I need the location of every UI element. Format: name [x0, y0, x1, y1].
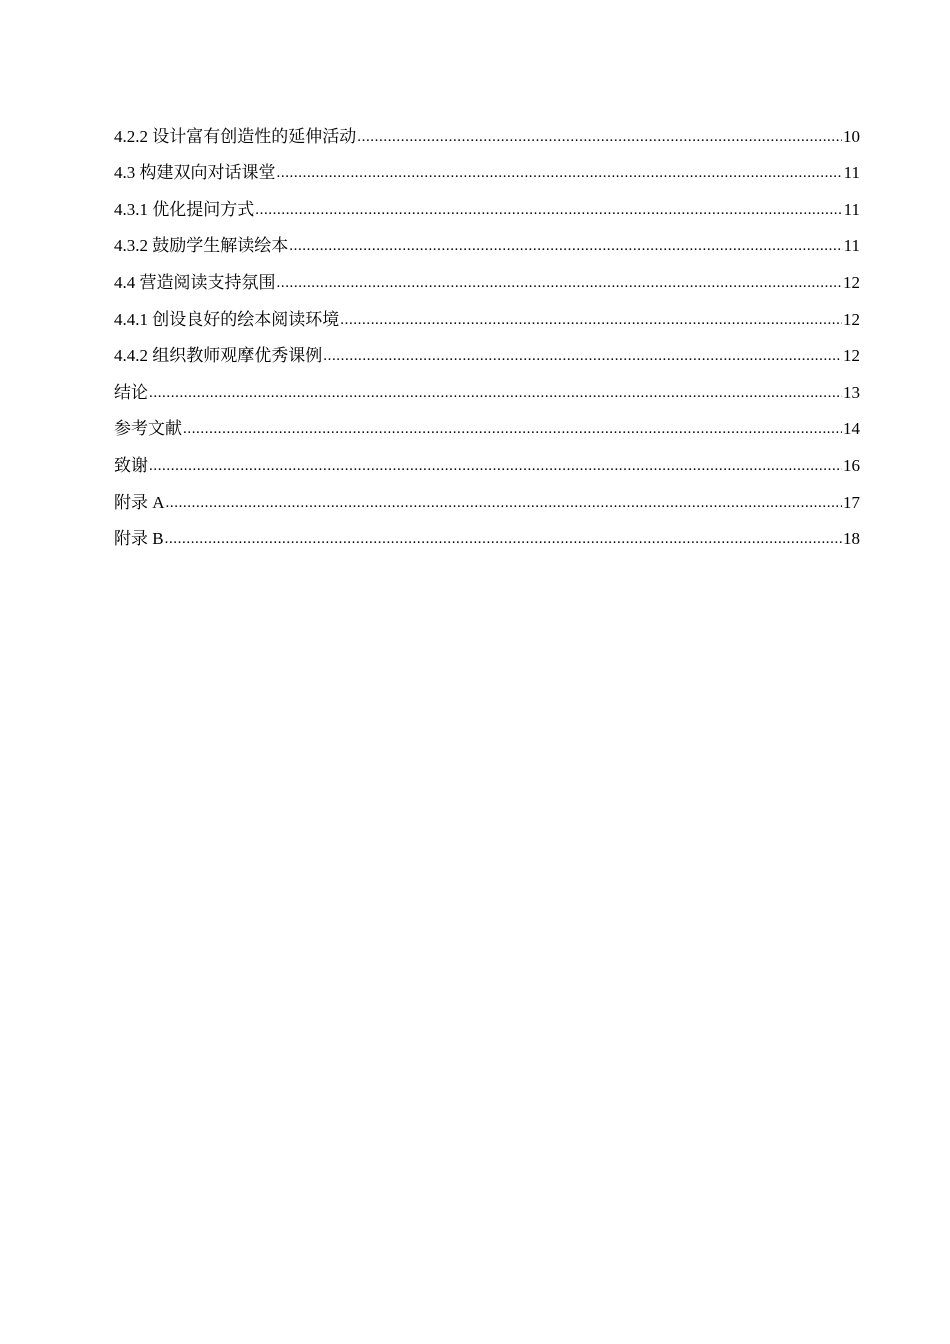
toc-entry-4-3-1[interactable] — [114, 187, 860, 224]
toc-entry-4-4[interactable] — [114, 260, 860, 297]
toc-entry-4-3[interactable] — [114, 151, 860, 188]
toc-entry-4-3-2[interactable] — [114, 224, 860, 261]
toc-entry-title: 4.2.2 设计富有创造性的延伸活动 — [114, 126, 357, 146]
table-of-contents — [114, 114, 860, 553]
toc-entry-page: 12 — [843, 346, 860, 366]
toc-entry-title: 4.4.1 创设良好的绘本阅读环境 — [114, 309, 340, 329]
toc-entry-page: 12 — [843, 272, 860, 292]
toc-entry-page: 11 — [843, 236, 860, 256]
toc-dot-leader — [149, 456, 842, 480]
toc-entry-title: 4.3.2 鼓励学生解读绘本 — [114, 236, 289, 256]
toc-entry-conclusion[interactable] — [114, 370, 860, 407]
toc-entry-page: 11 — [843, 199, 860, 219]
toc-dot-leader — [183, 419, 842, 443]
toc-dot-leader — [357, 127, 842, 151]
toc-entry-page: 16 — [843, 455, 860, 475]
toc-entry-page: 14 — [843, 419, 860, 439]
toc-entry-appendix-b[interactable] — [114, 517, 860, 554]
toc-entry-title: 附录 B — [114, 529, 164, 549]
toc-entry-title: 4.3 构建双向对话课堂 — [114, 163, 276, 183]
toc-dot-leader — [323, 346, 842, 370]
toc-entry-title: 4.4 营造阅读支持氛围 — [114, 272, 276, 292]
toc-entry-page: 11 — [843, 163, 860, 183]
toc-entry-page: 13 — [843, 382, 860, 402]
toc-entry-4-4-2[interactable] — [114, 334, 860, 371]
toc-entry-page: 17 — [843, 492, 860, 512]
toc-entry-title: 结论 — [114, 382, 148, 402]
toc-dot-leader — [277, 273, 843, 297]
toc-dot-leader — [340, 310, 842, 334]
toc-entry-4-4-1[interactable] — [114, 297, 860, 334]
toc-dot-leader — [255, 200, 842, 224]
toc-entry-page: 18 — [843, 529, 860, 549]
toc-entry-references[interactable] — [114, 407, 860, 444]
toc-dot-leader — [289, 236, 842, 260]
toc-entry-title: 附录 A — [114, 492, 165, 512]
toc-entry-title: 4.4.2 组织教师观摩优秀课例 — [114, 346, 323, 366]
toc-entry-4-2-2[interactable] — [114, 114, 860, 151]
toc-dot-leader — [149, 383, 842, 407]
toc-entry-title: 参考文献 — [114, 419, 182, 439]
toc-entry-page: 10 — [843, 126, 860, 146]
toc-dot-leader — [277, 163, 843, 187]
toc-entry-title: 4.3.1 优化提问方式 — [114, 199, 255, 219]
toc-entry-appendix-a[interactable] — [114, 480, 860, 517]
toc-entry-page: 12 — [843, 309, 860, 329]
toc-entry-title: 致谢 — [114, 455, 148, 475]
toc-dot-leader — [166, 493, 842, 517]
toc-entry-acknowledgements[interactable] — [114, 443, 860, 480]
toc-dot-leader — [165, 529, 842, 553]
